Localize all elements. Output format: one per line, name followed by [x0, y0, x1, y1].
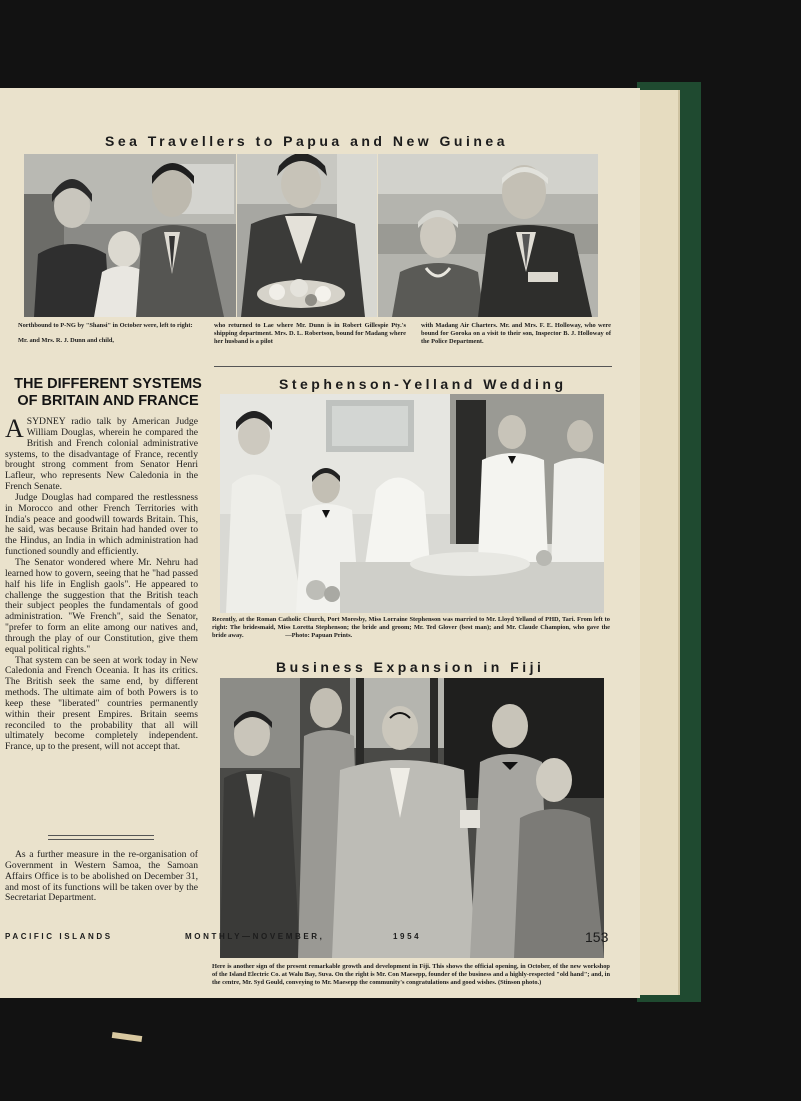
- business-caption: [212, 963, 610, 987]
- top-caption-col1-b: Mr. and Mrs. R. J. Dunn and child,: [18, 337, 114, 344]
- page-number: 153: [585, 929, 609, 945]
- paper-scrap: [112, 1032, 143, 1042]
- wedding-caption: [212, 616, 610, 640]
- top-caption-col2: who returned to Lae where Mr. Dunn is in Robert Gillespie Pty.'s shipping department. Mrs. D. L. Robertson, bound for Madang where her husband is a pilot: [214, 322, 406, 345]
- photo-fiji-opening: [220, 678, 604, 958]
- article-divider-2: [48, 839, 154, 840]
- article-body: [5, 414, 198, 753]
- photo-dunn-family: [24, 154, 236, 317]
- photo-wedding: [220, 394, 604, 613]
- photo-holloways: [378, 154, 598, 317]
- business-photo-credit: (Stinson photo.): [497, 979, 542, 986]
- section-title-business: Business Expansion in Fiji: [276, 659, 545, 675]
- top-caption-col3: with Madang Air Charters. Mr. and Mrs. F. E. Holloway, who were bound for Goroka on a visit to their son, Inspector B. J. Holloway of the Police Department.: [421, 322, 611, 345]
- article-title: THE DIFFERENT SYSTEMS OF BRITAIN AND FRANCE: [14, 376, 202, 409]
- photo-mrs-robertson: [237, 154, 377, 317]
- top-caption-col1-a: Northbound to P-NG by "Shansi" in October were, left to right:: [18, 322, 193, 329]
- samoa-note: [5, 850, 198, 904]
- section-title-wedding: Stephenson-Yelland Wedding: [279, 376, 567, 392]
- article-para-1: SYDNEY radio talk by American Judge William Douglas, wherein he compared the British and French colonial administrative systems, to the disadvantage of France, recently brought strong comment from Senator Henri Lafleur, who represents New Caledonia in the French Senate.: [5, 416, 198, 493]
- top-divider: [214, 366, 612, 367]
- samoa-note-text: As a further measure in the re-organisation of Government in Western Samoa, the Samoan Affairs Office is to be abolished on December 31, and most of its functions will be taken over by the Secretariat Department.: [5, 849, 198, 904]
- article-dropcap: A: [5, 414, 24, 443]
- wedding-caption-text: Recently, at the Roman Catholic Church, Port Moresby, Miss Lorraine Stephenson was married to Mr. Lloyd Yelland of PHD, Tari. From left to right: The bridesmaid, Miss Loretta Stephenson; the bride and groom; Mr. Ted Glover (best man); and Mr. Claude Champion, who gave the bride away.: [212, 616, 610, 639]
- footer-month: MONTHLY—NOVEMBER,: [185, 932, 325, 941]
- wedding-photo-credit: —Photo: Papuan Prints.: [285, 632, 353, 639]
- article-para-2: Judge Douglas had compared the restlessness in Morocco and other French Territories with India's peace and goodwill towards Britain. This, he said, was because Britain had handed over to the Hindus, an India in which administration had functioned soundly and efficiently.: [5, 491, 198, 558]
- article-para-3: The Senator wondered where Mr. Nehru had learned how to govern, seeing that he "had passed half his life in English gaols". He appeared to challenge the suggestion that the British teach their subject peoples the fundamentals of good administration. "We French", said the Senator, "prefer to form an elite among our natives and, through the play of our Constitution, give them equal political rights.": [5, 556, 198, 655]
- footer-publication: PACIFIC ISLANDS: [5, 932, 113, 941]
- top-caption-col1: [18, 322, 198, 345]
- article-para-4: That system can be seen at work today in New Caledonia and French Oceania. It has its critics. The British seek the same end, by different methods. The ultimate aim of both Powers is to keep these "liberated" countries permanently within their present Empires. Britain seems reconciled to the probability that all will ultimately become completely independent. France, up to the present, will not accept that.: [5, 654, 198, 753]
- magazine-page: [0, 88, 640, 998]
- business-caption-text: Here is another sign of the present remarkable growth and development in Fiji. This shows the official opening, in October, of the new workshop of the Island Electric Co. at Walu Bay, Suva. On the right is Mr. Con Maesepp, founder of the business and a highly-respected "old hand"; and, in the centre, Mr. Syd Gould, conveying to Mr. Maesepp the community's congratulations and good wishes.: [212, 963, 610, 986]
- footer-year: 1954: [393, 932, 422, 941]
- article-divider-1: [48, 835, 154, 836]
- section-title-sea-travellers: Sea Travellers to Papua and New Guinea: [105, 133, 508, 149]
